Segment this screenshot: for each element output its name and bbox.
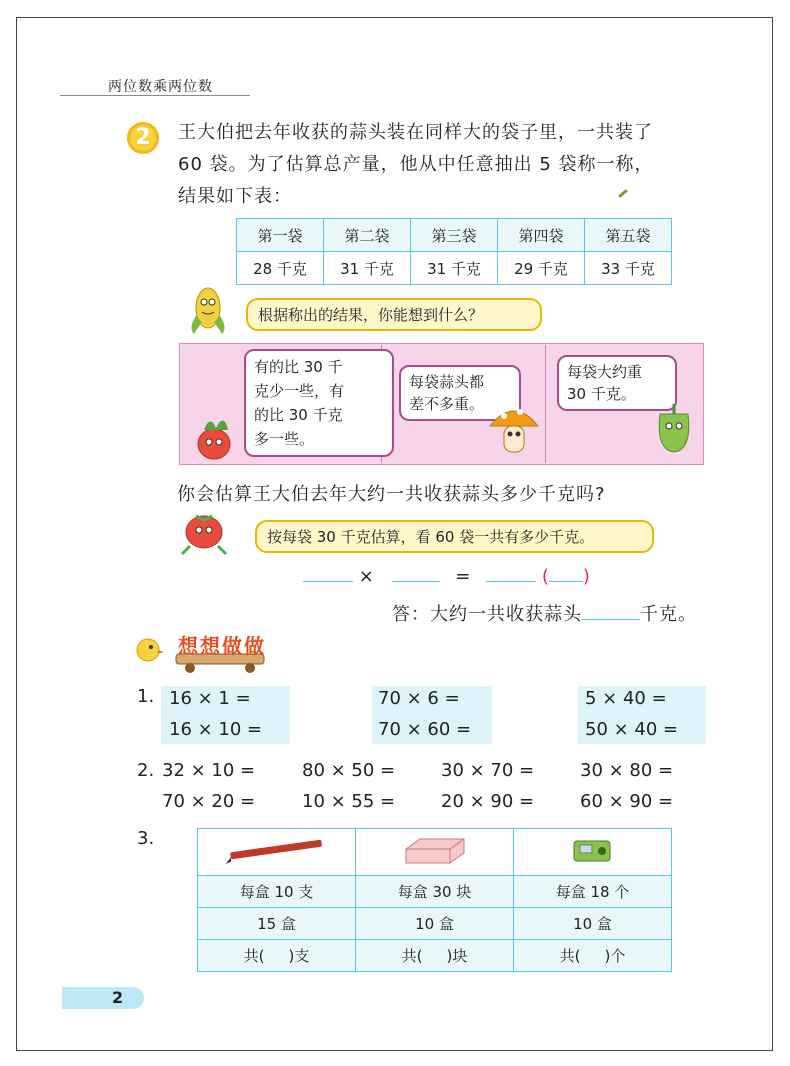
problem-text — [178, 117, 718, 213]
blank-factor-1[interactable] — [303, 581, 353, 582]
ex1-expression: 70 × 6 = — [378, 688, 460, 709]
blank-factor-2[interactable] — [392, 581, 440, 582]
thought-line: 的比 30 千克 — [254, 406, 343, 424]
answer-prefix: 答：大约一共收获蒜头 — [392, 604, 582, 625]
estimate-equation — [303, 566, 590, 587]
thought-bubble-a — [244, 349, 394, 457]
table-cell: 29 千克 — [498, 252, 585, 285]
answer-suffix: 千克。 — [640, 604, 697, 625]
thought-line: 每袋大约重 — [567, 363, 643, 381]
ex1-expression: 50 × 40 = — [585, 719, 679, 740]
ex2-expression: 10 × 55 = — [302, 791, 396, 812]
total-prefix: 共( — [401, 947, 423, 965]
unit-paren-open: ( — [541, 566, 549, 587]
hint-bubble: 按每袋 30 千克估算，看 60 袋一共有多少千克。 — [255, 520, 654, 553]
page-number-tab — [62, 987, 144, 1009]
times-sign: × — [358, 566, 374, 587]
equals-sign: = — [455, 566, 471, 587]
thought-line: 差不多重。 — [409, 395, 485, 413]
tomato-mascot-icon — [172, 508, 236, 558]
ex1-group-2 — [372, 686, 492, 744]
thought-line: 30 千克。 — [567, 385, 636, 403]
ex2-expression: 30 × 80 = — [580, 760, 674, 781]
total-cell[interactable] — [514, 940, 672, 972]
blank-answer[interactable] — [582, 619, 640, 620]
table-cell: 每盒 10 支 — [198, 876, 356, 908]
table-header-cell: 第五袋 — [585, 219, 672, 252]
ex2-expression: 30 × 70 = — [441, 760, 535, 781]
ex1-group-1 — [161, 686, 290, 744]
total-suffix: )支 — [288, 947, 310, 965]
table-cell: 10 盒 — [514, 908, 672, 940]
thought-line: 每袋蒜头都 — [409, 373, 485, 391]
answer-line — [392, 600, 697, 626]
boxes-table — [197, 828, 672, 972]
pencil-icon — [222, 835, 332, 865]
thought-line: 克少一些，有 — [254, 382, 345, 400]
weights-table — [236, 218, 672, 285]
eraser-icon — [400, 833, 470, 867]
pencil-cell — [198, 829, 356, 876]
table-header-cell: 第三袋 — [411, 219, 498, 252]
sharpener-icon — [568, 833, 618, 867]
unit-paren-close: ) — [582, 566, 590, 587]
table-cell: 10 盒 — [356, 908, 514, 940]
corn-mascot-icon — [180, 276, 240, 336]
exercise-3-label: 3. — [137, 828, 155, 849]
thought-line: 多一些。 — [254, 430, 315, 448]
page-number: 2 — [112, 988, 124, 1007]
table-cell: 每盒 18 个 — [514, 876, 672, 908]
ex1-expression: 70 × 60 = — [378, 719, 472, 740]
pepper-mascot-icon — [652, 400, 698, 456]
eraser-cell — [356, 829, 514, 876]
total-cell[interactable] — [356, 940, 514, 972]
mushroom-mascot-icon — [486, 400, 542, 460]
table-cell: 31 千克 — [411, 252, 498, 285]
page-header: 两位数乘两位数 — [108, 79, 213, 95]
table-header-cell: 第四袋 — [498, 219, 585, 252]
thought-line: 有的比 30 千 — [254, 358, 343, 376]
prompt-bubble: 根据称出的结果，你能想到什么？ — [246, 298, 542, 331]
total-suffix: )块 — [446, 947, 468, 965]
total-cell[interactable] — [198, 940, 356, 972]
blank-unit[interactable] — [549, 581, 583, 582]
table-cell: 33 千克 — [585, 252, 672, 285]
total-prefix: 共( — [559, 947, 581, 965]
ex1-expression: 5 × 40 = — [585, 688, 667, 709]
blank-product[interactable] — [486, 581, 536, 582]
ex1-expression: 16 × 10 = — [169, 719, 263, 740]
radish-mascot-icon — [190, 410, 240, 462]
header-rule — [60, 95, 250, 96]
ex2-expression: 80 × 50 = — [302, 760, 396, 781]
ex2-expression: 32 × 10 = — [162, 760, 256, 781]
total-suffix: )个 — [604, 947, 626, 965]
ex2-expression: 60 × 90 = — [580, 791, 674, 812]
ex2-expression: 20 × 90 = — [441, 791, 535, 812]
problem-line: 王大伯把去年收获的蒜头装在同样大的袋子里，一共装了 — [178, 122, 653, 143]
table-cell: 15 盒 — [198, 908, 356, 940]
sharpener-cell — [514, 829, 672, 876]
problem-line: 结果如下表： — [178, 186, 292, 207]
table-header-cell: 第一袋 — [237, 219, 324, 252]
section-title: 想想做做 — [178, 634, 266, 658]
problem-number-badge: 2 — [127, 122, 159, 154]
ex1-group-3 — [578, 686, 706, 744]
ex1-expression: 16 × 1 = — [169, 688, 251, 709]
table-cell: 每盒 30 块 — [356, 876, 514, 908]
exercise-1-label: 1. — [137, 686, 155, 707]
panel-divider — [545, 345, 546, 463]
table-cell: 31 千克 — [324, 252, 411, 285]
problem-line: 60 袋。为了估算总产量，他从中任意抽出 5 袋称一称， — [178, 154, 654, 175]
exercise-2-label: 2. — [137, 760, 155, 781]
question-text: 你会估算王大伯去年大约一共收获蒜头多少千克吗? — [177, 484, 606, 505]
table-header-cell: 第二袋 — [324, 219, 411, 252]
ex2-expression: 70 × 20 = — [162, 791, 256, 812]
table-cell: 28 千克 — [237, 252, 324, 285]
total-prefix: 共( — [243, 947, 265, 965]
